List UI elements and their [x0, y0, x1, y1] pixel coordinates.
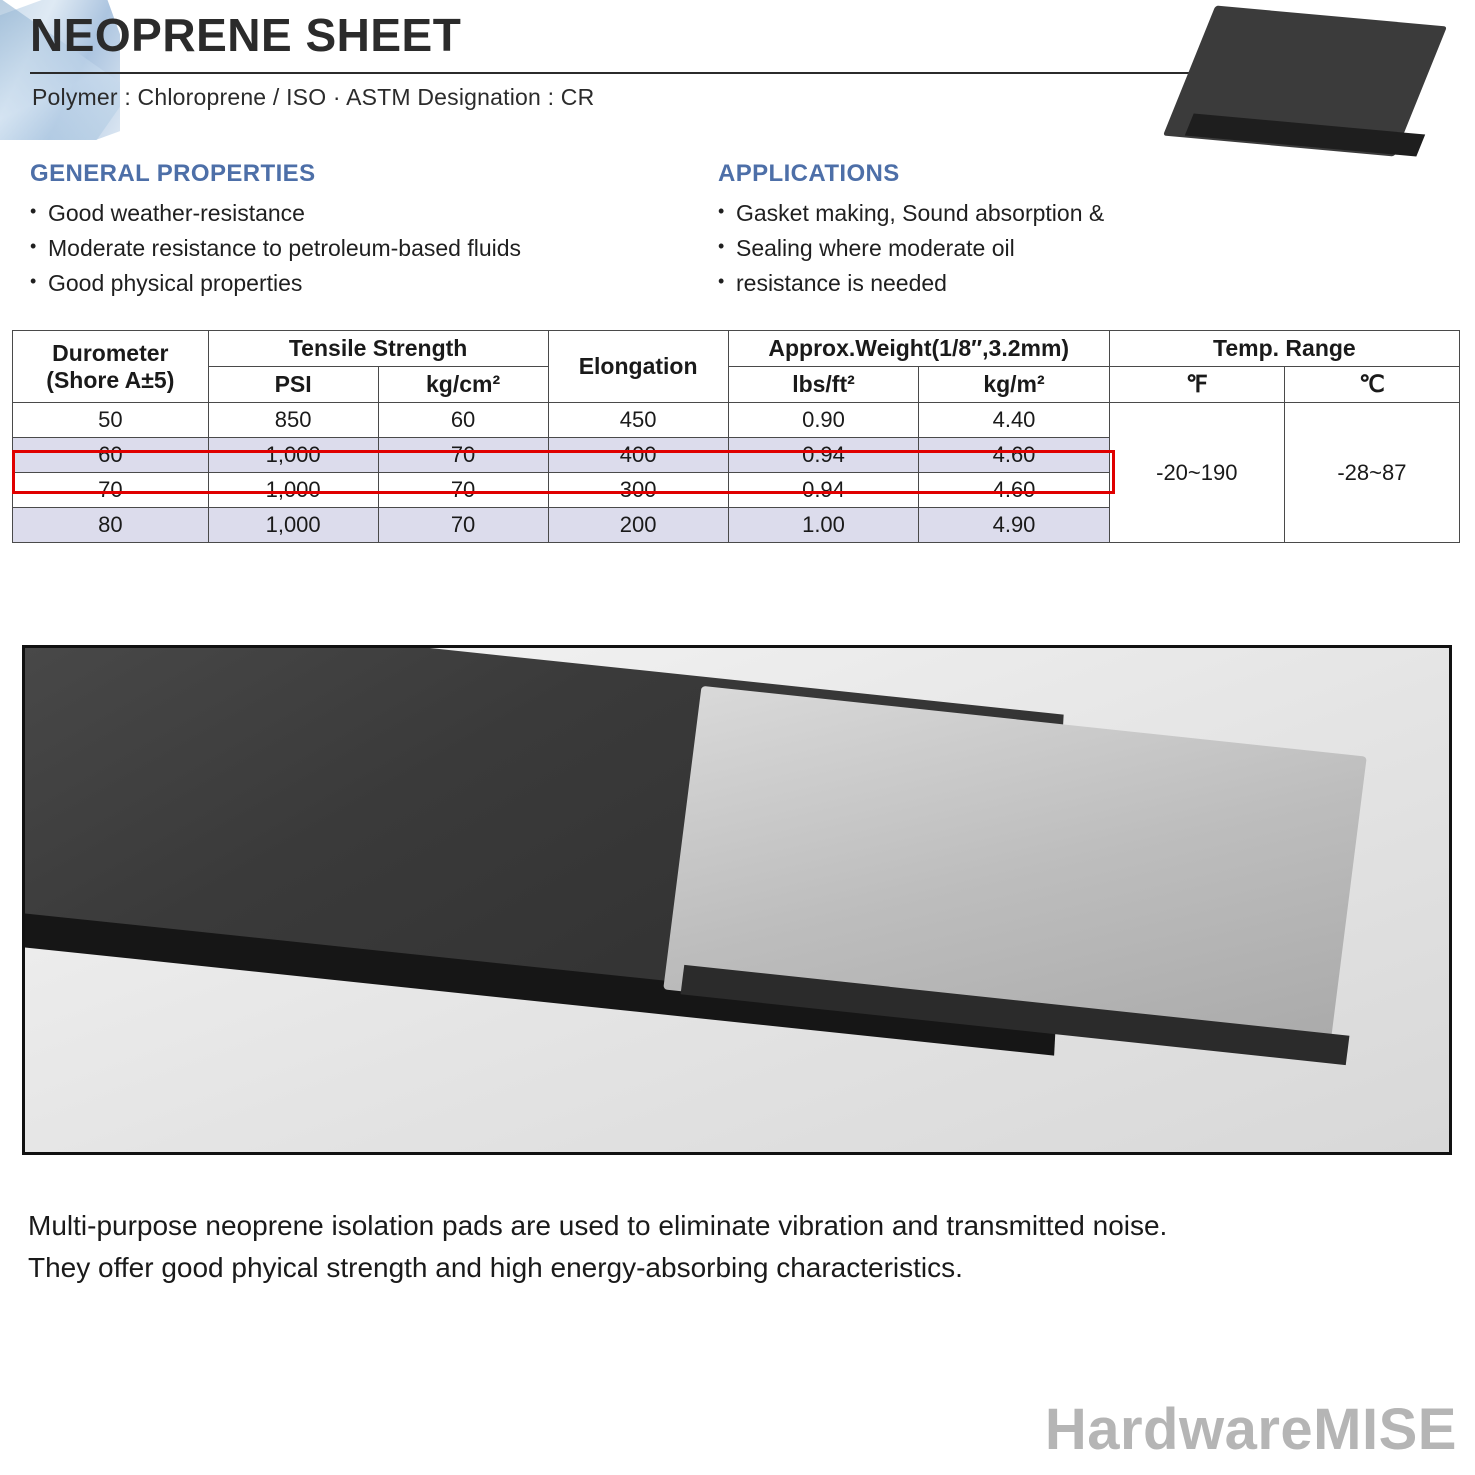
cell-elongation: 300 [548, 473, 728, 508]
cell-kgcm2: 70 [378, 508, 548, 543]
cell-psi: 1,000 [208, 438, 378, 473]
cell-psi: 1,000 [208, 473, 378, 508]
title-divider [30, 72, 1190, 74]
cell-kgcm2: 70 [378, 473, 548, 508]
applications-heading: APPLICATIONS [718, 160, 900, 187]
general-property-text: Moderate resistance to petroleum-based fluids [48, 234, 522, 261]
col-durometer-main: Durometer [52, 339, 169, 366]
product-description [28, 1205, 1448, 1289]
cell-durometer: 50 [13, 403, 209, 438]
col-lbsft2: lbs/ft² [728, 367, 919, 403]
bullet-icon: • [718, 201, 725, 221]
col-durometer [13, 331, 209, 403]
cell-durometer: 80 [13, 508, 209, 543]
product-photo [22, 645, 1452, 1155]
table-header-row [13, 331, 1460, 367]
application-text: Gasket making, Sound absorption & [736, 200, 1105, 226]
bullet-icon: • [30, 201, 37, 221]
col-celsius: ℃ [1284, 367, 1459, 403]
document-header [0, 0, 1475, 140]
bullet-icon: • [30, 235, 37, 256]
cell-durometer: 60 [13, 438, 209, 473]
cell-durometer: 70 [13, 473, 209, 508]
list-item [30, 266, 670, 301]
general-properties-heading: GENERAL PROPERTIES [30, 160, 316, 187]
cell-lbsft2: 1.00 [728, 508, 919, 543]
general-property-text: Good weather-resistance [48, 200, 305, 226]
col-weight: Approx.Weight(1/8″,3.2mm) [728, 331, 1109, 367]
table-subheader-row [13, 367, 1460, 403]
cell-lbsft2: 0.94 [728, 473, 919, 508]
cell-lbsft2: 0.90 [728, 403, 919, 438]
cell-temp-f: -20~190 [1109, 403, 1284, 543]
specification-table [12, 330, 1460, 543]
cell-psi: 850 [208, 403, 378, 438]
cell-kgm2: 4.40 [919, 403, 1110, 438]
general-property-text: Good physical properties [48, 269, 303, 296]
bullet-icon: • [718, 235, 725, 256]
page-title: NEOPRENE SHEET [30, 9, 462, 61]
bullet-icon: • [718, 270, 725, 291]
col-kgcm2: kg/cm² [378, 367, 548, 403]
cell-lbsft2: 0.94 [728, 438, 919, 473]
polymer-designation: Polymer : Chloroprene / ISO · ASTM Designation : CR [32, 84, 595, 110]
application-text: resistance is needed [736, 269, 947, 296]
cell-elongation: 400 [548, 438, 728, 473]
brand-watermark: HardwareMISE [1044, 1397, 1457, 1462]
cell-temp-c: -28~87 [1284, 403, 1459, 543]
cell-kgcm2: 60 [378, 403, 548, 438]
list-item [718, 266, 1318, 301]
table-row [13, 403, 1460, 438]
cell-kgm2: 4.60 [919, 438, 1110, 473]
applications-column [718, 160, 1318, 301]
cell-psi: 1,000 [208, 508, 378, 543]
cell-kgm2: 4.90 [919, 508, 1110, 543]
list-item [30, 231, 670, 266]
list-item [718, 231, 1318, 266]
col-elongation: Elongation [548, 331, 728, 403]
description-line-1: Multi-purpose neoprene isolation pads are used to eliminate vibration and transmitted noise. [28, 1210, 1168, 1241]
col-psi: PSI [208, 367, 378, 403]
description-line-2: They offer good phyical strength and high energy-absorbing characteristics. [28, 1252, 963, 1283]
application-text: Sealing where moderate oil [736, 234, 1015, 261]
col-tensile: Tensile Strength [208, 331, 548, 367]
list-item [718, 196, 1318, 231]
cell-kgm2: 4.60 [919, 473, 1110, 508]
col-temp-range: Temp. Range [1109, 331, 1459, 367]
list-item [30, 196, 670, 231]
cell-elongation: 450 [548, 403, 728, 438]
col-fahrenheit: ℉ [1109, 367, 1284, 403]
cell-kgcm2: 70 [378, 438, 548, 473]
general-properties-column [30, 160, 670, 301]
cell-elongation: 200 [548, 508, 728, 543]
col-durometer-sub: (Shore A±5) [46, 366, 175, 393]
col-kgm2: kg/m² [919, 367, 1110, 403]
bullet-icon: • [30, 270, 37, 291]
